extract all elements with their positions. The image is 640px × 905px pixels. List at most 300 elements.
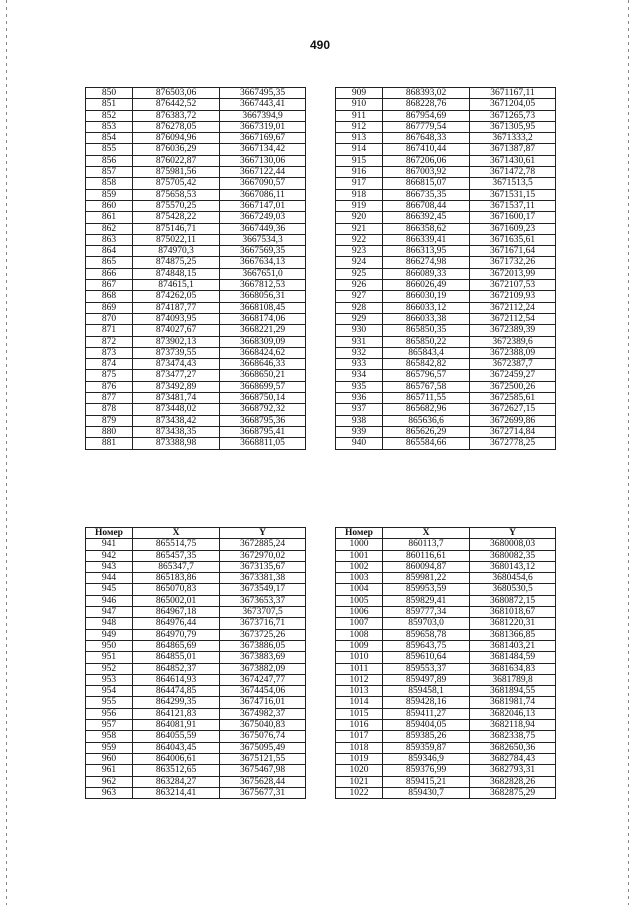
table-row [336,404,556,415]
coordinates-table-2 [335,87,556,450]
y-coordinate-cell: 3672107,53 [470,280,556,291]
point-number-cell: 1005 [336,595,383,606]
point-number-cell: 876 [86,381,133,392]
x-coordinate-cell: 876094,96 [133,133,220,144]
header-number: Номер [86,528,133,539]
x-coordinate-cell: 864852,37 [133,663,220,674]
point-number-cell: 858 [86,178,133,189]
y-coordinate-cell: 3671430,61 [470,155,556,166]
table-row [86,674,306,685]
y-coordinate-cell: 3671609,23 [470,223,556,234]
x-coordinate-cell: 864614,93 [133,674,220,685]
y-coordinate-cell: 3671537,11 [470,200,556,211]
table-row [336,313,556,324]
coordinates-table-4 [335,527,556,799]
table-row [86,144,306,155]
table-row [336,731,556,742]
y-coordinate-cell: 3681894,55 [470,686,556,697]
y-coordinate-cell: 3667495,35 [220,88,306,99]
x-coordinate-cell: 865636,6 [383,415,470,426]
point-number-cell: 850 [86,88,133,99]
x-coordinate-cell: 865457,35 [133,550,220,561]
y-coordinate-cell: 3667569,35 [220,246,306,257]
x-coordinate-cell: 865850,35 [383,325,470,336]
table-row [86,708,306,719]
table-row [336,686,556,697]
point-number-cell: 937 [336,404,383,415]
table-row [86,550,306,561]
x-coordinate-cell: 875981,56 [133,167,220,178]
table-row [86,223,306,234]
table-row [86,584,306,595]
x-coordinate-cell: 876022,87 [133,155,220,166]
y-coordinate-cell: 3680530,5 [470,584,556,595]
x-coordinate-cell: 859428,16 [383,697,470,708]
y-coordinate-cell: 3672585,61 [470,393,556,404]
y-coordinate-cell: 3667534,3 [220,234,306,245]
y-coordinate-cell: 3667086,11 [220,189,306,200]
x-coordinate-cell: 868393,02 [383,88,470,99]
y-coordinate-cell: 3681220,31 [470,618,556,629]
table-row [336,640,556,651]
point-number-cell: 944 [86,573,133,584]
point-number-cell: 855 [86,144,133,155]
point-number-cell: 933 [336,359,383,370]
point-number-cell: 931 [336,336,383,347]
x-coordinate-cell: 865682,96 [383,404,470,415]
y-coordinate-cell: 3667147,01 [220,200,306,211]
point-number-cell: 918 [336,189,383,200]
x-coordinate-cell: 873448,02 [133,404,220,415]
x-coordinate-cell: 865183,86 [133,573,220,584]
x-coordinate-cell: 866392,45 [383,212,470,223]
scan-edge-left [6,0,7,905]
x-coordinate-cell: 864474,85 [133,686,220,697]
x-coordinate-cell: 865347,7 [133,561,220,572]
x-coordinate-cell: 865843,4 [383,347,470,358]
y-coordinate-cell: 3681789,8 [470,674,556,685]
x-coordinate-cell: 874970,3 [133,246,220,257]
point-number-cell: 946 [86,595,133,606]
point-number-cell: 934 [336,370,383,381]
table-row [336,674,556,685]
table-row [86,573,306,584]
y-coordinate-cell: 3671204,05 [470,99,556,110]
point-number-cell: 1013 [336,686,383,697]
table-row [336,720,556,731]
x-coordinate-cell: 867648,33 [383,133,470,144]
x-coordinate-cell: 860116,61 [383,550,470,561]
x-coordinate-cell: 873388,98 [133,438,220,449]
table-row [336,110,556,121]
point-number-cell: 938 [336,415,383,426]
table-row [86,561,306,572]
point-number-cell: 916 [336,167,383,178]
table-row [86,404,306,415]
table-row [336,539,556,550]
y-coordinate-cell: 3672387,7 [470,359,556,370]
x-coordinate-cell: 865626,29 [383,426,470,437]
x-coordinate-cell: 863284,27 [133,776,220,787]
table-row [86,88,306,99]
x-coordinate-cell: 864976,44 [133,618,220,629]
table-row [336,618,556,629]
point-number-cell: 917 [336,178,383,189]
y-coordinate-cell: 3668108,45 [220,302,306,313]
x-coordinate-cell: 864865,69 [133,640,220,651]
table-row [336,121,556,132]
table-row [336,607,556,618]
y-coordinate-cell: 3675628,44 [220,776,306,787]
coordinates-table-3 [85,527,306,799]
y-coordinate-cell: 3668646,33 [220,359,306,370]
header-y: Y [470,528,556,539]
point-number-cell: 875 [86,370,133,381]
point-number-cell: 1018 [336,742,383,753]
x-coordinate-cell: 860113,7 [383,539,470,550]
y-coordinate-cell: 3667812,53 [220,280,306,291]
y-coordinate-cell: 3673653,37 [220,595,306,606]
point-number-cell: 943 [86,561,133,572]
x-coordinate-cell: 874615,1 [133,280,220,291]
table-row [86,415,306,426]
point-number-cell: 939 [336,426,383,437]
y-coordinate-cell: 3671531,15 [470,189,556,200]
table-row [336,629,556,640]
point-number-cell: 947 [86,607,133,618]
table-row [86,595,306,606]
y-coordinate-cell: 3672389,39 [470,325,556,336]
point-number-cell: 1009 [336,640,383,651]
point-number-cell: 948 [86,618,133,629]
table-row [86,640,306,651]
table-row [86,753,306,764]
x-coordinate-cell: 874262,05 [133,291,220,302]
point-number-cell: 1006 [336,607,383,618]
y-coordinate-cell: 3673716,71 [220,618,306,629]
table-row [86,257,306,268]
y-coordinate-cell: 3667394,9 [220,110,306,121]
y-coordinate-cell: 3672109,93 [470,291,556,302]
table-row [336,178,556,189]
y-coordinate-cell: 3668650,21 [220,370,306,381]
y-coordinate-cell: 3682784,43 [470,753,556,764]
point-number-cell: 960 [86,753,133,764]
table-row [86,336,306,347]
point-number-cell: 914 [336,144,383,155]
x-coordinate-cell: 864970,79 [133,629,220,640]
point-number-cell: 911 [336,110,383,121]
x-coordinate-cell: 865711,55 [383,393,470,404]
y-coordinate-cell: 3675467,98 [220,765,306,776]
x-coordinate-cell: 859411,27 [383,708,470,719]
table-row [336,144,556,155]
point-number-cell: 1021 [336,776,383,787]
table-row [336,370,556,381]
table-row [86,359,306,370]
x-coordinate-cell: 864006,61 [133,753,220,764]
table-row [336,200,556,211]
table-row [336,426,556,437]
point-number-cell: 936 [336,393,383,404]
y-coordinate-cell: 3667443,41 [220,99,306,110]
point-number-cell: 949 [86,629,133,640]
point-number-cell: 912 [336,121,383,132]
x-coordinate-cell: 867003,92 [383,167,470,178]
x-coordinate-cell: 859385,26 [383,731,470,742]
table-row [86,246,306,257]
table-row [86,663,306,674]
table-row [86,325,306,336]
point-number-cell: 1019 [336,753,383,764]
point-number-cell: 922 [336,234,383,245]
x-coordinate-cell: 875570,25 [133,200,220,211]
point-number-cell: 879 [86,415,133,426]
point-number-cell: 872 [86,336,133,347]
table-row [86,268,306,279]
x-coordinate-cell: 874875,25 [133,257,220,268]
x-coordinate-cell: 873438,35 [133,426,220,437]
table-row [86,313,306,324]
table-row [86,697,306,708]
x-coordinate-cell: 859404,05 [383,720,470,731]
point-number-cell: 954 [86,686,133,697]
y-coordinate-cell: 3672627,15 [470,404,556,415]
point-number-cell: 955 [86,697,133,708]
x-coordinate-cell: 867410,44 [383,144,470,155]
point-number-cell: 861 [86,212,133,223]
header-x: X [383,528,470,539]
table-row [86,720,306,731]
point-number-cell: 1014 [336,697,383,708]
x-coordinate-cell: 865514,75 [133,539,220,550]
x-coordinate-cell: 859458,1 [383,686,470,697]
x-coordinate-cell: 867206,06 [383,155,470,166]
table-row [336,742,556,753]
table-row [336,155,556,166]
y-coordinate-cell: 3667134,42 [220,144,306,155]
table-row [336,280,556,291]
x-coordinate-cell: 866026,49 [383,280,470,291]
table-row [336,584,556,595]
y-coordinate-cell: 3671472,78 [470,167,556,178]
table-row [336,133,556,144]
y-coordinate-cell: 3682828,26 [470,776,556,787]
x-coordinate-cell: 866030,19 [383,291,470,302]
point-number-cell: 1008 [336,629,383,640]
y-coordinate-cell: 3671265,73 [470,110,556,121]
x-coordinate-cell: 859553,37 [383,663,470,674]
x-coordinate-cell: 864855,01 [133,652,220,663]
x-coordinate-cell: 859829,41 [383,595,470,606]
table-row [336,257,556,268]
x-coordinate-cell: 859953,59 [383,584,470,595]
y-coordinate-cell: 3681484,59 [470,652,556,663]
table-row [86,212,306,223]
y-coordinate-cell: 3681981,74 [470,697,556,708]
table-header-row [86,528,306,539]
point-number-cell: 878 [86,404,133,415]
table-row [86,629,306,640]
point-number-cell: 865 [86,257,133,268]
table-row [336,325,556,336]
table-row [86,121,306,132]
point-number-cell: 877 [86,393,133,404]
table-row [86,347,306,358]
y-coordinate-cell: 3667090,57 [220,178,306,189]
table-row [86,381,306,392]
point-number-cell: 880 [86,426,133,437]
point-number-cell: 1010 [336,652,383,663]
y-coordinate-cell: 3667634,13 [220,257,306,268]
y-coordinate-cell: 3674247,77 [220,674,306,685]
x-coordinate-cell: 876278,05 [133,121,220,132]
y-coordinate-cell: 3668174,06 [220,313,306,324]
table-row [86,370,306,381]
y-coordinate-cell: 3682118,94 [470,720,556,731]
x-coordinate-cell: 865842,82 [383,359,470,370]
x-coordinate-cell: 864081,91 [133,720,220,731]
y-coordinate-cell: 3667319,01 [220,121,306,132]
y-coordinate-cell: 3667169,67 [220,133,306,144]
point-number-cell: 928 [336,302,383,313]
y-coordinate-cell: 3680872,15 [470,595,556,606]
y-coordinate-cell: 3667122,44 [220,167,306,178]
x-coordinate-cell: 875705,42 [133,178,220,189]
table-row [86,155,306,166]
table-row [336,189,556,200]
point-number-cell: 866 [86,268,133,279]
y-coordinate-cell: 3672389,6 [470,336,556,347]
point-number-cell: 870 [86,313,133,324]
point-number-cell: 962 [86,776,133,787]
x-coordinate-cell: 875022,11 [133,234,220,245]
table-row [86,189,306,200]
point-number-cell: 909 [336,88,383,99]
table-row [86,765,306,776]
table-row [86,393,306,404]
y-coordinate-cell: 3671732,26 [470,257,556,268]
page-number: 490 [309,38,331,52]
point-number-cell: 873 [86,347,133,358]
y-coordinate-cell: 3668795,41 [220,426,306,437]
x-coordinate-cell: 867954,69 [383,110,470,121]
point-number-cell: 874 [86,359,133,370]
y-coordinate-cell: 3667449,36 [220,223,306,234]
y-coordinate-cell: 3673549,17 [220,584,306,595]
point-number-cell: 1001 [336,550,383,561]
table-row [336,268,556,279]
y-coordinate-cell: 3673725,26 [220,629,306,640]
table-row [86,787,306,798]
x-coordinate-cell: 874848,15 [133,268,220,279]
table-row [336,663,556,674]
x-coordinate-cell: 874187,77 [133,302,220,313]
x-coordinate-cell: 863512,65 [133,765,220,776]
x-coordinate-cell: 874093,95 [133,313,220,324]
point-number-cell: 1017 [336,731,383,742]
y-coordinate-cell: 3681366,85 [470,629,556,640]
y-coordinate-cell: 3675095,49 [220,742,306,753]
table-row [86,280,306,291]
point-number-cell: 863 [86,234,133,245]
x-coordinate-cell: 866708,44 [383,200,470,211]
y-coordinate-cell: 3673882,09 [220,663,306,674]
x-coordinate-cell: 864055,59 [133,731,220,742]
y-coordinate-cell: 3681403,21 [470,640,556,651]
y-coordinate-cell: 3682650,36 [470,742,556,753]
table-row [336,753,556,764]
table-row [336,787,556,798]
x-coordinate-cell: 866358,62 [383,223,470,234]
point-number-cell: 859 [86,189,133,200]
y-coordinate-cell: 3668811,05 [220,438,306,449]
x-coordinate-cell: 864043,45 [133,742,220,753]
table-row [86,110,306,121]
point-number-cell: 958 [86,731,133,742]
point-number-cell: 929 [336,313,383,324]
point-number-cell: 919 [336,200,383,211]
x-coordinate-cell: 876503,06 [133,88,220,99]
point-number-cell: 915 [336,155,383,166]
table-row [336,246,556,257]
x-coordinate-cell: 859359,87 [383,742,470,753]
y-coordinate-cell: 3671635,61 [470,234,556,245]
x-coordinate-cell: 873481,74 [133,393,220,404]
point-number-cell: 862 [86,223,133,234]
point-number-cell: 851 [86,99,133,110]
table-row [86,776,306,787]
x-coordinate-cell: 865850,22 [383,336,470,347]
y-coordinate-cell: 3673883,69 [220,652,306,663]
point-number-cell: 951 [86,652,133,663]
scan-edge-right [628,0,629,905]
header-y: Y [220,528,306,539]
point-number-cell: 1016 [336,720,383,731]
point-number-cell: 945 [86,584,133,595]
point-number-cell: 925 [336,268,383,279]
table-row [336,393,556,404]
table-header-row [336,528,556,539]
header-number: Номер [336,528,383,539]
point-number-cell: 867 [86,280,133,291]
table-row [86,652,306,663]
y-coordinate-cell: 3675121,55 [220,753,306,764]
point-number-cell: 942 [86,550,133,561]
point-number-cell: 923 [336,246,383,257]
point-number-cell: 950 [86,640,133,651]
point-number-cell: 921 [336,223,383,234]
y-coordinate-cell: 3672778,25 [470,438,556,449]
x-coordinate-cell: 859430,7 [383,787,470,798]
y-coordinate-cell: 3682875,29 [470,787,556,798]
point-number-cell: 920 [336,212,383,223]
point-number-cell: 953 [86,674,133,685]
y-coordinate-cell: 3672500,26 [470,381,556,392]
y-coordinate-cell: 3668309,09 [220,336,306,347]
table-row [86,438,306,449]
y-coordinate-cell: 3675040,83 [220,720,306,731]
y-coordinate-cell: 3668750,14 [220,393,306,404]
point-number-cell: 854 [86,133,133,144]
x-coordinate-cell: 866033,12 [383,302,470,313]
x-coordinate-cell: 876442,52 [133,99,220,110]
y-coordinate-cell: 3668221,29 [220,325,306,336]
x-coordinate-cell: 876036,29 [133,144,220,155]
point-number-cell: 853 [86,121,133,132]
table-row [86,133,306,144]
y-coordinate-cell: 3681634,83 [470,663,556,674]
